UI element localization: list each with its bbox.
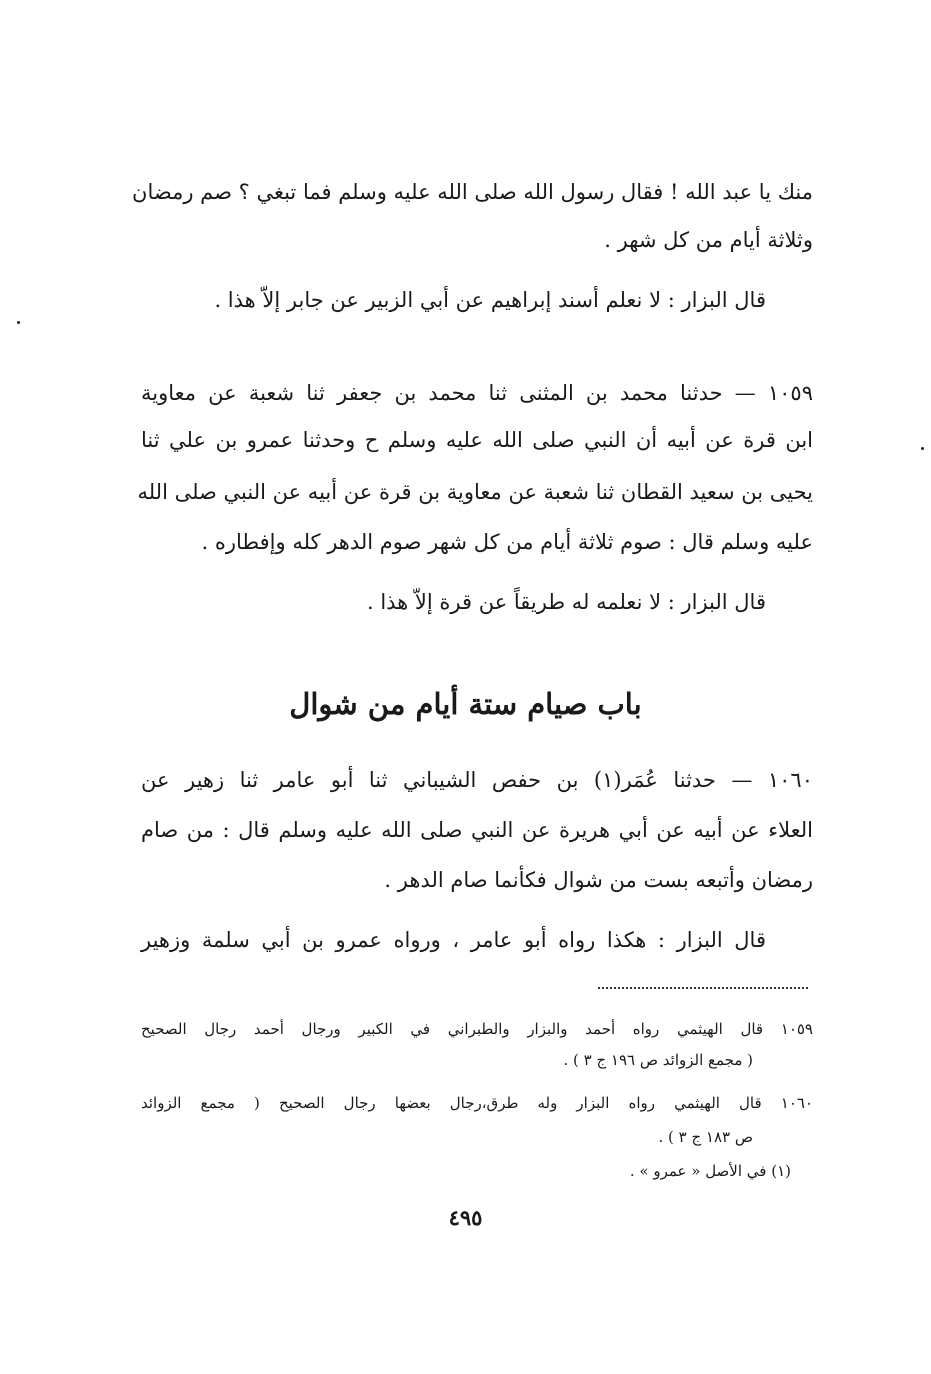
hadith-1060-line: ١٠٦٠ — حدثنا عُمَر(١) بن حفص الشيباني ثنا أبو عامر ثنا زهير عن (141, 768, 813, 792)
footnote-line: ( مجمع الزوائد ص ١٩٦ ج ٣ ) . (563, 1051, 753, 1069)
page-number: ٤٩٥ (448, 1205, 483, 1230)
footnote-separator (598, 987, 808, 989)
scan-speck (921, 447, 924, 450)
hadith-1059-line: ١٠٥٩ — حدثنا محمد بن المثنى ثنا محمد بن جعفر ثنا شعبة عن معاوية (141, 381, 813, 405)
text-line: منك يا عبد الله ! فقال رسول الله صلى الله عليه وسلم فما تبغي ؟ صم رمضان (132, 180, 813, 204)
hadith-1059-line: عليه وسلم قال : صوم ثلاثة أيام من كل شهر صوم الدهر كله وإفطاره . (201, 530, 813, 554)
footnote-line: ١٠٦٠ قال الهيثمي رواه البزار وله طرق،رجال بعضها رجال الصحيح ( مجمع الزوائد (141, 1094, 813, 1112)
scan-speck (17, 321, 20, 324)
text-line: وثلاثة أيام من كل شهر . (604, 228, 813, 252)
text-line: قال البزار : لا نعلم أسند إبراهيم عن أبي الزبير عن جابر إلاّ هذا . (214, 288, 766, 312)
hadith-1060-line: العلاء عن أبيه عن أبي هريرة عن النبي صلى الله عليه وسلم قال : من صام (141, 818, 813, 842)
hadith-1059-line: ابن قرة عن أبيه أن النبي صلى الله عليه وسلم ح وحدثنا عمرو بن علي ثنا (141, 428, 813, 452)
chapter-heading: باب صيام ستة أيام من شوال (289, 687, 642, 721)
footnote-line: ص ١٨٣ ج ٣ ) . (658, 1128, 753, 1146)
footnote-line: ١٠٥٩ قال الهيثمي رواه أحمد والبزار والطبراني في الكبير ورجال أحمد رجال الصحيح (141, 1020, 813, 1038)
hadith-1060-line: رمضان وأتبعه بست من شوال فكأنما صام الدهر . (384, 868, 813, 892)
text-line: قال البزار : هكذا رواه أبو عامر ، ورواه عمرو بن أبي سلمة وزهير (141, 928, 766, 952)
hadith-1059-line: يحيى بن سعيد القطان ثنا شعبة عن معاوية بن قرة عن أبيه عن النبي صلى الله (137, 480, 813, 504)
footnote-note: (١) في الأصل « عمرو » . (629, 1162, 791, 1180)
text-line: قال البزار : لا نعلمه له طريقاً عن قرة إلاّ هذا . (366, 590, 766, 614)
